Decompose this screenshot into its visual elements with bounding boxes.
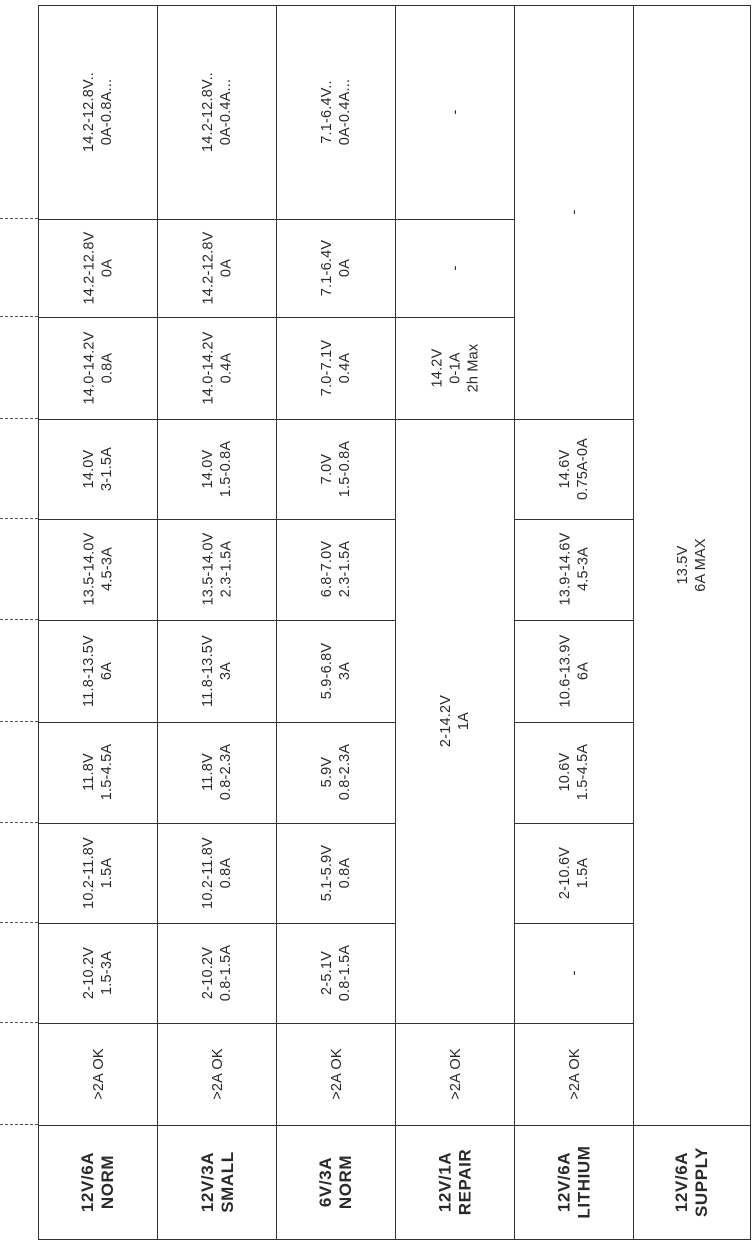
stage-value-line: 4.5-3A <box>99 547 116 592</box>
stage-cell <box>514 619 635 723</box>
stage-cell <box>157 822 278 924</box>
guide-dash <box>0 922 38 923</box>
stage-cell <box>276 418 397 520</box>
mode-label <box>197 1151 237 1213</box>
stage-value-line: 4.5-3A <box>575 547 592 592</box>
stage-value-line: 14.2-12.8V <box>81 231 98 305</box>
stage-value-line: 1.5-4.5A <box>99 744 116 801</box>
stage-value-line: 5.9V <box>319 756 336 788</box>
stage-cell <box>157 5 278 220</box>
mode-label-line2: NORM <box>98 1154 118 1209</box>
stage-value <box>318 79 354 145</box>
stage-value-line: 2-10.2V <box>81 946 98 999</box>
stage-value <box>556 438 592 500</box>
stage-cell <box>157 619 278 723</box>
stage-cell <box>157 518 278 621</box>
stage-value-line: 7.1-6.4V.. <box>319 80 336 145</box>
stage-value <box>80 947 116 999</box>
stage-value-line: 6A <box>575 661 592 680</box>
stage-value-line: 11.8V <box>200 753 217 792</box>
stage-value-line: 0A <box>218 258 235 277</box>
mode-label-line1: 12V/6A <box>554 1151 574 1212</box>
stage-value-line: 14.2-12.8V <box>200 231 217 305</box>
guide-dash <box>0 218 38 219</box>
mode-label-line1: 12V/1A <box>435 1151 455 1212</box>
stage-value <box>318 240 354 296</box>
stage-value-line: 0.4A <box>337 352 354 384</box>
supply-value-line: 6A MAX <box>692 538 709 593</box>
stage-cell <box>276 619 397 723</box>
mode-label-line1: 12V/3A <box>197 1151 217 1212</box>
stage-value-line: 0A-0.4A... <box>218 79 235 146</box>
stage-value <box>556 533 592 606</box>
mode-label-line1: 12V/6A <box>671 1151 691 1212</box>
stage-cell <box>276 822 397 924</box>
stage-cell <box>514 518 635 621</box>
stage-cell <box>395 5 516 220</box>
stage-value <box>80 533 116 606</box>
stage-value <box>556 744 592 800</box>
stage-value-line: 14.0-14.2V <box>81 331 98 405</box>
stage-value-line: 3A <box>218 661 235 680</box>
stage-value-line: 1.5-4.5A <box>575 744 592 801</box>
stage-value-line: 7.1-6.4V <box>319 239 336 297</box>
stage-value <box>446 265 464 270</box>
stage-cell <box>276 5 397 220</box>
stage-cell <box>38 316 159 420</box>
stage-value-line: 11.8V <box>81 753 98 792</box>
stage-value-line: 10.6-13.9V <box>557 634 574 708</box>
stage-value-line: 2-10.6V <box>557 846 574 899</box>
supply-merged-cell <box>633 5 751 1126</box>
stage-value <box>80 635 116 707</box>
status-cell <box>157 1022 278 1126</box>
stage-cell <box>157 218 278 318</box>
guide-dash <box>0 418 38 419</box>
stage-value <box>318 845 354 901</box>
stage-value-line: 14.0-14.2V <box>200 331 217 405</box>
status-text <box>89 1048 107 1100</box>
guide-dash <box>0 1124 38 1125</box>
stage-value-line: 0.8A <box>337 857 354 889</box>
mode-label-line2: REPAIR <box>455 1148 475 1216</box>
stage-value <box>80 331 116 404</box>
stage-value-line: 11.8-13.5V <box>200 634 217 707</box>
stage-value-line: 6.8-7.0V <box>319 541 336 598</box>
stage-value <box>199 231 235 304</box>
repair-merged-cell <box>395 418 516 1024</box>
stage-value-line: 1.5-3A <box>99 950 116 995</box>
stage-value <box>318 744 354 800</box>
stage-value <box>199 744 235 800</box>
guide-dash <box>0 1022 38 1023</box>
stage-cell <box>395 316 516 420</box>
stage-cell <box>157 922 278 1024</box>
stage-value <box>199 837 235 909</box>
mode-label <box>435 1149 475 1216</box>
repair-value-line: 1A <box>456 711 473 730</box>
stage-cell <box>157 721 278 824</box>
stage-value-line: 0A <box>337 258 354 277</box>
stage-value-line: 0.4A <box>218 352 235 384</box>
status-cell <box>514 1022 635 1126</box>
stage-value-line: 0.8-2.3A <box>337 744 354 801</box>
stage-value-line: 5.9-6.8V <box>319 642 336 700</box>
stage-value <box>428 343 482 392</box>
stage-value-line: 0A <box>99 258 116 277</box>
stage-cell <box>395 218 516 318</box>
stage-value-line: 14.0V <box>200 449 217 489</box>
stage-value-line: 2.3-1.5A <box>218 541 235 598</box>
stage-cell <box>38 822 159 924</box>
stage-cell <box>38 922 159 1024</box>
stage-value <box>556 634 592 707</box>
stage-value-line: 1.5-0.8A <box>337 440 354 498</box>
mode-label-line2: SMALL <box>217 1151 237 1213</box>
stage-value-line: - <box>447 265 464 271</box>
stage-value-line: 0.8-1.5A <box>337 944 354 1002</box>
status-text <box>565 1048 583 1100</box>
stage-value <box>80 72 116 152</box>
stage-value <box>565 970 583 975</box>
stage-value-line: 3A <box>337 661 354 680</box>
stage-value-line: 1.5-0.8A <box>218 440 235 498</box>
stage-value-line: 0.8A <box>218 857 235 889</box>
stage-value <box>556 847 592 899</box>
stage-cell <box>514 721 635 824</box>
stage-value-line: 14.0V <box>81 449 98 489</box>
status-text-line: >2A OK <box>90 1048 107 1100</box>
status-cell <box>276 1022 397 1126</box>
stage-value-line: 14.6V <box>557 449 574 489</box>
mode-label <box>672 1147 712 1217</box>
stage-value <box>565 210 583 215</box>
stage-value <box>318 945 354 1001</box>
status-text <box>446 1048 464 1100</box>
guide-dash <box>0 721 38 722</box>
stage-value-line: 7.0-7.1V <box>319 339 336 397</box>
stage-value-line: 2h Max <box>465 343 482 393</box>
status-text-line: >2A OK <box>209 1048 226 1100</box>
lithium-tail-cell <box>514 5 635 420</box>
guide-dash <box>0 822 38 823</box>
stage-value-line: 3-1.5A <box>99 446 116 491</box>
guide-dash <box>0 518 38 519</box>
stage-value <box>199 635 235 707</box>
stage-cell <box>276 316 397 420</box>
stage-value <box>318 643 354 699</box>
mode-label-cell <box>395 1124 516 1240</box>
status-text-line: >2A OK <box>447 1048 464 1100</box>
stage-cell <box>38 619 159 723</box>
stage-value <box>199 945 235 1001</box>
mode-label-cell <box>633 1124 751 1240</box>
supply-value-line: 13.5V <box>674 545 691 585</box>
status-cell <box>395 1022 516 1126</box>
status-text-line: >2A OK <box>566 1048 583 1100</box>
stage-value-line: 0.75A-0A <box>575 437 592 500</box>
status-cell <box>38 1022 159 1126</box>
stage-value-line: 7.0V <box>319 453 336 485</box>
stage-value <box>318 340 354 396</box>
mode-label-cell <box>38 1124 159 1240</box>
stage-value-line: 14.2V <box>429 348 446 388</box>
stage-value-line: 0A-0.4A... <box>337 79 354 146</box>
stage-value-line: 13.5-14.0V <box>200 532 217 606</box>
mode-label <box>316 1155 356 1209</box>
stage-value-line: 0-1A <box>447 352 464 384</box>
mode-label <box>78 1152 118 1212</box>
stage-value-line: 13.5-14.0V <box>81 532 98 606</box>
stage-cell <box>38 518 159 621</box>
mode-label <box>554 1145 594 1218</box>
stage-value-line: 13.9-14.6V <box>557 532 574 606</box>
stage-value-line: 0.8-2.3A <box>218 744 235 801</box>
mode-label-cell <box>514 1124 635 1240</box>
stage-cell <box>276 922 397 1024</box>
stage-value <box>80 231 116 304</box>
stage-value-line: 14.2-12.8V.. <box>81 72 98 153</box>
stage-value-line: 2-10.2V <box>200 946 217 999</box>
stage-value <box>80 837 116 909</box>
stage-cell <box>157 418 278 520</box>
repair-value <box>437 695 473 747</box>
stage-value-line: 0A-0.8A... <box>99 79 116 146</box>
status-text <box>327 1048 345 1100</box>
mode-label-line1: 6V/3A <box>316 1156 336 1207</box>
stage-value-line: 11.8-13.5V <box>81 634 98 707</box>
stage-value <box>199 533 235 606</box>
stage-cell <box>157 316 278 420</box>
stage-value-line: - <box>447 109 464 115</box>
stage-cell <box>38 721 159 824</box>
guide-dash <box>0 619 38 620</box>
stage-value-line: 0.8-1.5A <box>218 944 235 1002</box>
stage-cell <box>276 518 397 621</box>
stage-value-line: - <box>566 209 583 215</box>
stage-value <box>318 541 354 597</box>
mode-label-line2: SUPPLY <box>691 1146 711 1217</box>
stage-value-line: 10.6V <box>557 752 574 792</box>
repair-value-line: 2-14.2V <box>438 694 455 747</box>
stage-cell <box>276 218 397 318</box>
stage-cell <box>276 721 397 824</box>
mode-label-line2: NORM <box>336 1154 356 1209</box>
stage-value-line: 14.2-12.8V.. <box>200 72 217 153</box>
stage-value-line: 0.8A <box>99 352 116 384</box>
stage-value <box>446 110 464 115</box>
stage-value-line: 10.2-11.8V <box>81 836 98 909</box>
guide-dash <box>0 316 38 317</box>
stage-value-line: 5.1-5.9V <box>319 844 336 902</box>
stage-value-line: 2.3-1.5A <box>337 541 354 598</box>
mode-label-line2: LITHIUM <box>574 1145 594 1219</box>
stage-cell <box>514 922 635 1024</box>
status-text-line: >2A OK <box>328 1048 345 1100</box>
stage-value <box>199 72 235 152</box>
stage-cell <box>514 418 635 520</box>
stage-value-line: 2-5.1V <box>319 950 336 995</box>
stage-cell <box>514 822 635 924</box>
stage-value <box>318 441 354 497</box>
stage-value-line: 1.5A <box>99 857 116 889</box>
stage-value-line: 1.5A <box>575 857 592 889</box>
stage-cell <box>38 5 159 220</box>
stage-value-line: 6A <box>99 661 116 680</box>
supply-value <box>674 539 710 593</box>
stage-cell <box>38 418 159 520</box>
stage-value-line: 10.2-11.8V <box>200 836 217 909</box>
stage-value <box>80 447 116 491</box>
stage-value <box>80 744 116 800</box>
mode-label-cell <box>157 1124 278 1240</box>
stage-cell <box>38 218 159 318</box>
status-text <box>208 1048 226 1100</box>
stage-value <box>199 441 235 497</box>
mode-label-cell <box>276 1124 397 1240</box>
stage-value <box>199 331 235 404</box>
mode-label-line1: 12V/6A <box>78 1151 98 1212</box>
stage-value-line: - <box>566 970 583 976</box>
